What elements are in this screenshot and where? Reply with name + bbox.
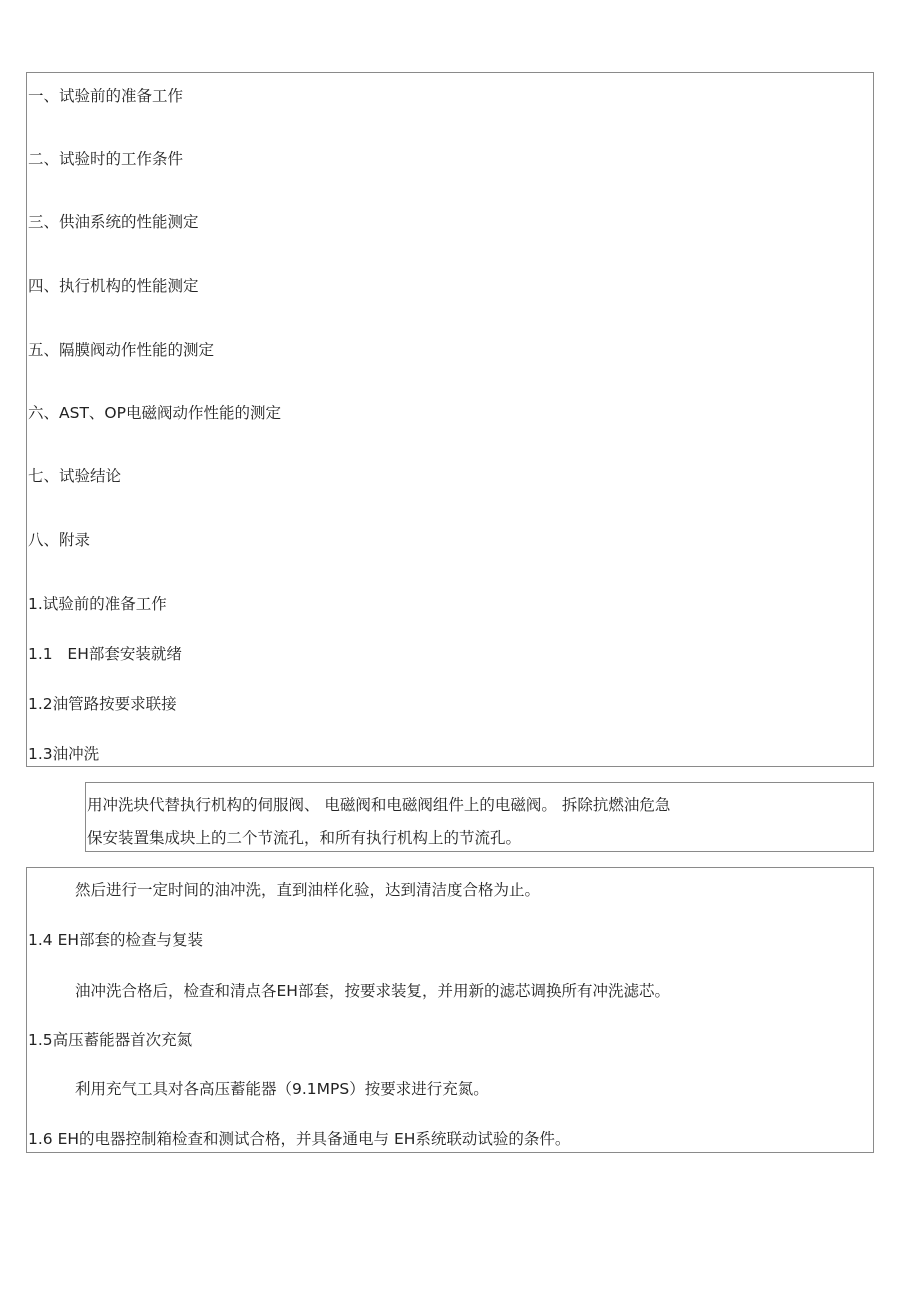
toc-item-7: 七、试验结论	[28, 467, 122, 485]
para-flush: 然后进行一定时间的油冲洗，直到油样化验，达到清洁度合格为止。	[75, 881, 541, 899]
toc-item-4: 四、执行机构的性能测定	[28, 277, 199, 295]
para-1-5: 利用充气工具对各高压蓄能器（9.1MPS）按要求进行充氮。	[75, 1080, 489, 1098]
item-1-1: 1.1 EH部套安装就绪	[28, 645, 182, 663]
document-frame-continued	[26, 867, 874, 1153]
item-1-4: 1.4 EH部套的检查与复装	[28, 931, 204, 949]
item-1-2: 1.2油管路按要求联接	[28, 695, 177, 713]
toc-item-6: 六、AST、OP电磁阀动作性能的测定	[28, 404, 281, 422]
note-line-1: 用冲洗块代替执行机构的伺服阀、 电磁阀和电磁阀组件上的电磁阀。 拆除抗燃油危急	[87, 796, 671, 814]
toc-item-8: 八、附录	[28, 531, 91, 549]
toc-item-1: 一、试验前的准备工作	[28, 87, 184, 105]
toc-item-2: 二、试验时的工作条件	[28, 150, 184, 168]
para-1-4: 油冲洗合格后，检查和清点各EH部套，按要求装复，并用新的滤芯调换所有冲洗滤芯。	[75, 982, 670, 1000]
toc-item-3: 三、供油系统的性能测定	[28, 213, 199, 231]
item-1-5: 1.5高压蓄能器首次充氮	[28, 1031, 193, 1049]
item-1-3: 1.3油冲洗	[28, 745, 100, 763]
item-1-6: 1.6 EH的电器控制箱检查和测试合格，并具备通电与 EH系统联动试验的条件。	[28, 1130, 571, 1148]
note-line-2: 保安装置集成块上的二个节流孔，和所有执行机构上的节流孔。	[87, 829, 522, 847]
section-heading: 1.试验前的准备工作	[28, 595, 167, 613]
toc-item-5: 五、隔膜阀动作性能的测定	[28, 341, 215, 359]
